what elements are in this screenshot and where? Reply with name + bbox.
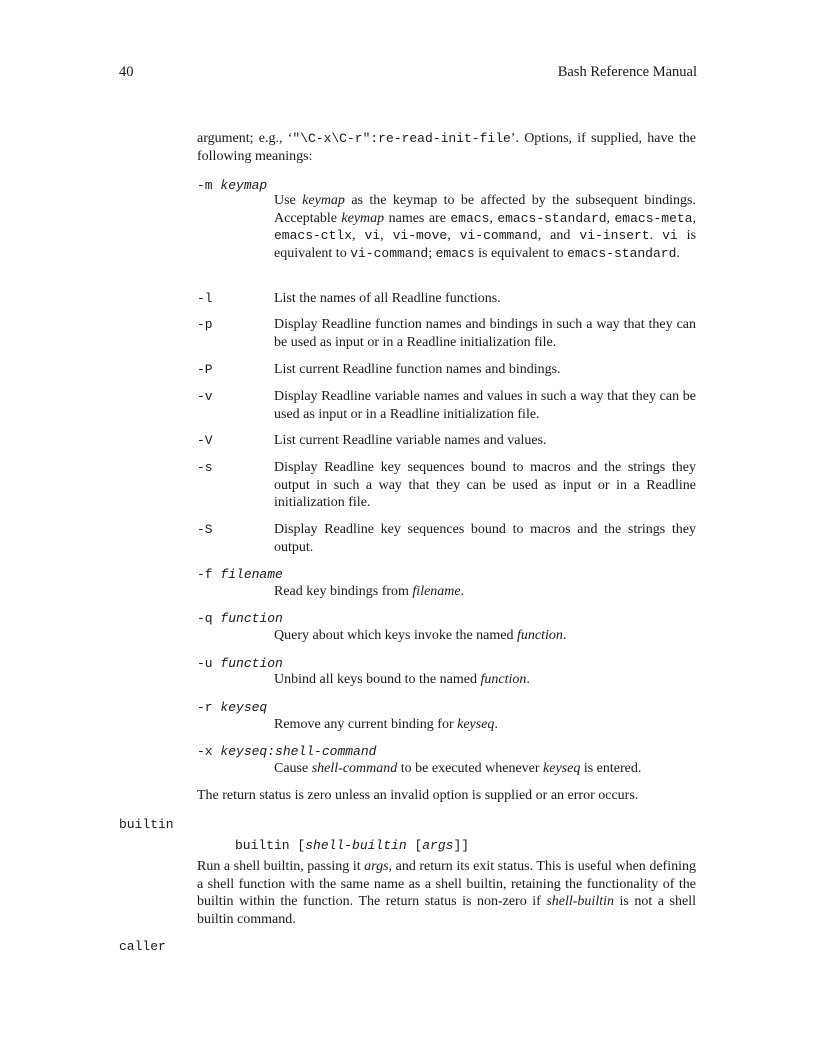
caller-term: caller bbox=[119, 939, 166, 954]
option-V: -V bbox=[197, 433, 213, 448]
page-number: 40 bbox=[119, 64, 134, 80]
option-f: -f filename bbox=[197, 567, 283, 582]
option-r: -r keyseq bbox=[197, 700, 268, 715]
option-u: -u function bbox=[197, 656, 283, 671]
option-v-description: Display Readline variable names and values in such a way that they can be used as input or in a Readline initialization file. bbox=[274, 389, 696, 422]
option-q: -q function bbox=[197, 611, 283, 626]
option-S: -S bbox=[197, 522, 213, 537]
option-u-description: Unbind all keys bound to the named function. bbox=[274, 672, 530, 687]
option-p-description: Display Readline function names and bindings in such a way that they can be used as input or in a Readline initialization file. bbox=[274, 317, 696, 350]
option-l-description: List the names of all Readline functions. bbox=[274, 291, 501, 306]
option-s: -s bbox=[197, 460, 213, 475]
intro-paragraph: argument; e.g., ‘"\C-x\C-r":re-read-init-file’. Options, if supplied, have the following meanings: bbox=[197, 131, 696, 164]
option-p: -p bbox=[197, 317, 213, 332]
option-r-description: Remove any current binding for keyseq. bbox=[274, 717, 498, 732]
return-status-paragraph: The return status is zero unless an invalid option is supplied or an error occurs. bbox=[197, 788, 639, 803]
option-v: -v bbox=[197, 389, 213, 404]
option-x-description: Cause shell-command to be executed whenever keyseq is entered. bbox=[274, 761, 642, 776]
running-title: Bash Reference Manual bbox=[557, 64, 697, 80]
option-f-description: Read key bindings from filename. bbox=[274, 584, 465, 599]
option-m: -m keymap bbox=[197, 178, 268, 193]
builtin-term: builtin bbox=[119, 817, 174, 832]
option-l: -l bbox=[197, 291, 213, 306]
option-S-description: Display Readline key sequences bound to macros and the strings they output. bbox=[274, 522, 696, 555]
option-x: -x keyseq:shell-command bbox=[197, 744, 377, 759]
option-P-description: List current Readline function names and bindings. bbox=[274, 362, 561, 377]
option-V-description: List current Readline variable names and values. bbox=[274, 433, 547, 448]
option-m-description: Use keymap as the keymap to be affected by the subsequent bindings. Acceptable keymap names are emacs, emacs-standard, emacs-meta, emacs-ctlx, vi, vi-move, vi-command, and vi-insert. vi is equivalent to vi-command; emacs is equivalent to emacs-standard. bbox=[274, 193, 697, 261]
option-q-description: Query about which keys invoke the named function. bbox=[274, 628, 567, 643]
builtin-synopsis: builtin [shell-builtin [args]] bbox=[235, 838, 470, 853]
builtin-description: Run a shell builtin, passing it args, and return its exit status. This is useful when defining a shell function with the same name as a shell builtin, retaining the functionality of the builtin within the function. The return status is non-zero if shell-builtin is not a shell builtin command. bbox=[197, 859, 696, 927]
option-P: -P bbox=[197, 362, 213, 377]
option-s-description: Display Readline key sequences bound to macros and the strings they output in such a way that they can be used as input or in a Readline initialization file. bbox=[274, 460, 696, 511]
